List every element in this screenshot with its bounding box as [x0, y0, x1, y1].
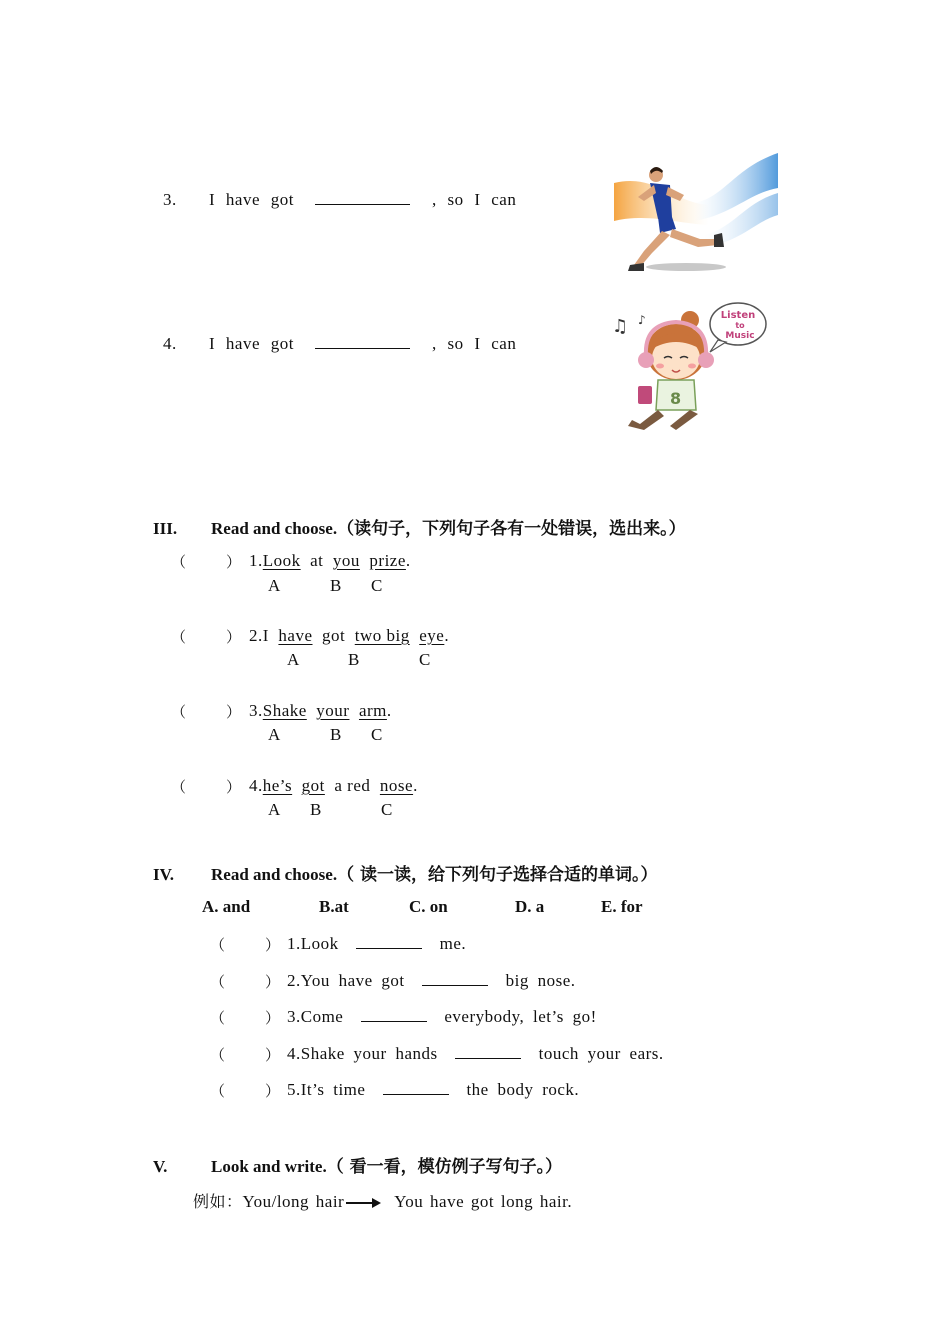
section-3-heading: [153, 514, 686, 539]
item-number: 3.: [249, 701, 263, 720]
item-prefix: I have got: [209, 190, 294, 209]
section-title: Read and choose.: [211, 519, 338, 538]
fill-sentence-5: [287, 1080, 579, 1100]
letter-a: A: [268, 725, 281, 744]
item-suffix: , so I can: [431, 190, 517, 209]
section-instruction: （ 看一看，模仿例子写句子。）: [326, 1157, 563, 1177]
item-number: 2.: [287, 971, 301, 990]
item-4: [163, 334, 516, 354]
letter-a: A: [287, 650, 300, 669]
answer-bracket[interactable]: [210, 1044, 280, 1065]
section-4-heading: [153, 860, 658, 885]
letter-c: C: [381, 800, 393, 819]
word-b: got: [301, 776, 325, 795]
svg-text:♫: ♫: [612, 316, 629, 337]
sentence-start: It’s time: [300, 1080, 366, 1099]
sentence-start: Come: [300, 1007, 344, 1026]
punctuation: .: [405, 551, 411, 570]
item-prefix: I have got: [209, 334, 294, 353]
fill-sentence-1: [287, 934, 466, 954]
word: a red: [334, 776, 371, 795]
word: at: [310, 551, 324, 570]
bracket-open: （: [171, 780, 187, 796]
bracket-open: （: [171, 705, 187, 721]
bracket-close: ）: [265, 975, 281, 991]
punctuation: .: [444, 626, 450, 645]
word-c: prize: [369, 551, 406, 570]
answer-bracket[interactable]: [210, 1080, 280, 1101]
bracket-close: ）: [226, 705, 242, 721]
bracket-close: ）: [265, 1011, 281, 1027]
answer-bracket[interactable]: [171, 626, 241, 647]
punctuation: .: [386, 701, 392, 720]
sentence-1: [249, 551, 411, 571]
item-number: 3.: [163, 190, 177, 209]
section-5-heading: [153, 1152, 562, 1177]
sentence-2: [249, 626, 449, 646]
word-b: you: [332, 551, 360, 570]
item-number: 2.: [249, 626, 263, 645]
fill-blank[interactable]: [383, 1080, 449, 1095]
letter-b: B: [348, 650, 360, 669]
bracket-close: ）: [226, 555, 242, 571]
fill-sentence-4: [287, 1044, 664, 1064]
letter-b: B: [310, 800, 322, 819]
bracket-close: ）: [265, 1084, 281, 1100]
example-prompt: You/long hair: [242, 1192, 345, 1211]
answer-bracket[interactable]: [210, 971, 280, 992]
option-e: E. for: [601, 897, 643, 916]
sentence-start: Look: [300, 934, 339, 953]
sentence-start: You have got: [300, 971, 405, 990]
running-man-image: [614, 143, 778, 275]
example-line: [193, 1189, 572, 1212]
section-title: Read and choose.: [211, 865, 338, 884]
section-instruction: （ 读一读，给下列句子选择合适的单词。）: [337, 865, 658, 885]
sentence-start: Shake your hands: [300, 1044, 438, 1063]
sentence-end: touch your ears.: [538, 1044, 664, 1063]
bracket-close: ）: [226, 630, 242, 646]
letter-c: C: [419, 650, 431, 669]
fill-blank[interactable]: [455, 1044, 521, 1059]
answer-bracket[interactable]: [210, 1007, 280, 1028]
sentence-4: [249, 776, 418, 796]
option-c: C. on: [409, 897, 448, 916]
section-instruction: （读句子，下列句子各有一处错误，选出来。）: [337, 519, 686, 539]
bracket-close: ）: [265, 938, 281, 954]
word-c: arm: [358, 701, 387, 720]
item-number: 1.: [287, 934, 301, 953]
item-3: [163, 190, 516, 210]
svg-text:♪: ♪: [638, 313, 646, 327]
word-a: he’s: [262, 776, 293, 795]
answer-bracket[interactable]: [171, 701, 241, 722]
option-a: A. and: [202, 897, 251, 916]
sentence-end: me.: [439, 934, 467, 953]
word: got: [322, 626, 346, 645]
word-b: two big: [354, 626, 410, 645]
item-number: 1.: [249, 551, 263, 570]
bracket-open: （: [210, 1084, 226, 1100]
fill-blank[interactable]: [422, 971, 488, 986]
letter-b: B: [330, 725, 342, 744]
sentence-end: big nose.: [505, 971, 576, 990]
sentence-end: everybody, let’s go!: [444, 1007, 597, 1026]
badge-line-2: to: [735, 321, 745, 330]
example-answer: You have got long hair.: [394, 1192, 573, 1211]
answer-bracket[interactable]: [171, 551, 241, 572]
badge-line-1: Listen: [720, 310, 756, 321]
letter-b: B: [330, 576, 342, 595]
arrow-right-icon: [346, 1196, 382, 1210]
item-number: 4.: [163, 334, 177, 353]
option-d: D. a: [515, 897, 545, 916]
bracket-open: （: [171, 630, 187, 646]
word: I: [262, 626, 269, 645]
word-a: Shake: [262, 701, 307, 720]
badge-line-3: Music: [725, 331, 755, 341]
letter-a: A: [268, 800, 281, 819]
fill-blank[interactable]: [356, 934, 422, 949]
section-number: III.: [153, 519, 178, 538]
word-c: nose: [379, 776, 414, 795]
item-suffix: , so I can: [431, 334, 517, 353]
answer-blank[interactable]: [315, 334, 410, 349]
word-c: eye: [419, 626, 445, 645]
word-a: Look: [262, 551, 301, 570]
item-number: 4.: [249, 776, 263, 795]
letter-a: A: [268, 576, 281, 595]
bracket-close: ）: [226, 780, 242, 796]
fill-sentence-3: [287, 1007, 597, 1027]
bracket-close: ）: [265, 1048, 281, 1064]
section-number: V.: [153, 1157, 168, 1176]
fill-blank[interactable]: [361, 1007, 427, 1022]
bracket-open: （: [210, 938, 226, 954]
punctuation: .: [413, 776, 418, 795]
item-number: 3.: [287, 1007, 301, 1026]
sentence-end: the body rock.: [466, 1080, 580, 1099]
answer-blank[interactable]: [315, 190, 410, 205]
section-title: Look and write.: [211, 1157, 327, 1176]
letter-c: C: [371, 725, 383, 744]
section-number: IV.: [153, 865, 174, 884]
sentence-3: [249, 701, 392, 721]
example-label: 例如：: [193, 1192, 243, 1211]
answer-bracket[interactable]: [210, 934, 280, 955]
word-a: have: [278, 626, 313, 645]
fill-sentence-2: [287, 971, 576, 991]
bracket-open: （: [210, 1048, 226, 1064]
item-number: 5.: [287, 1080, 301, 1099]
word-b: your: [316, 701, 350, 720]
option-b: B.at: [319, 897, 349, 916]
listen-to-music-girl-image: [610, 300, 770, 432]
bracket-open: （: [210, 975, 226, 991]
bracket-open: （: [210, 1011, 226, 1027]
letter-c: C: [371, 576, 383, 595]
item-number: 4.: [287, 1044, 301, 1063]
answer-bracket[interactable]: [171, 776, 241, 797]
bracket-open: （: [171, 555, 187, 571]
svg-text:8: 8: [670, 389, 682, 408]
